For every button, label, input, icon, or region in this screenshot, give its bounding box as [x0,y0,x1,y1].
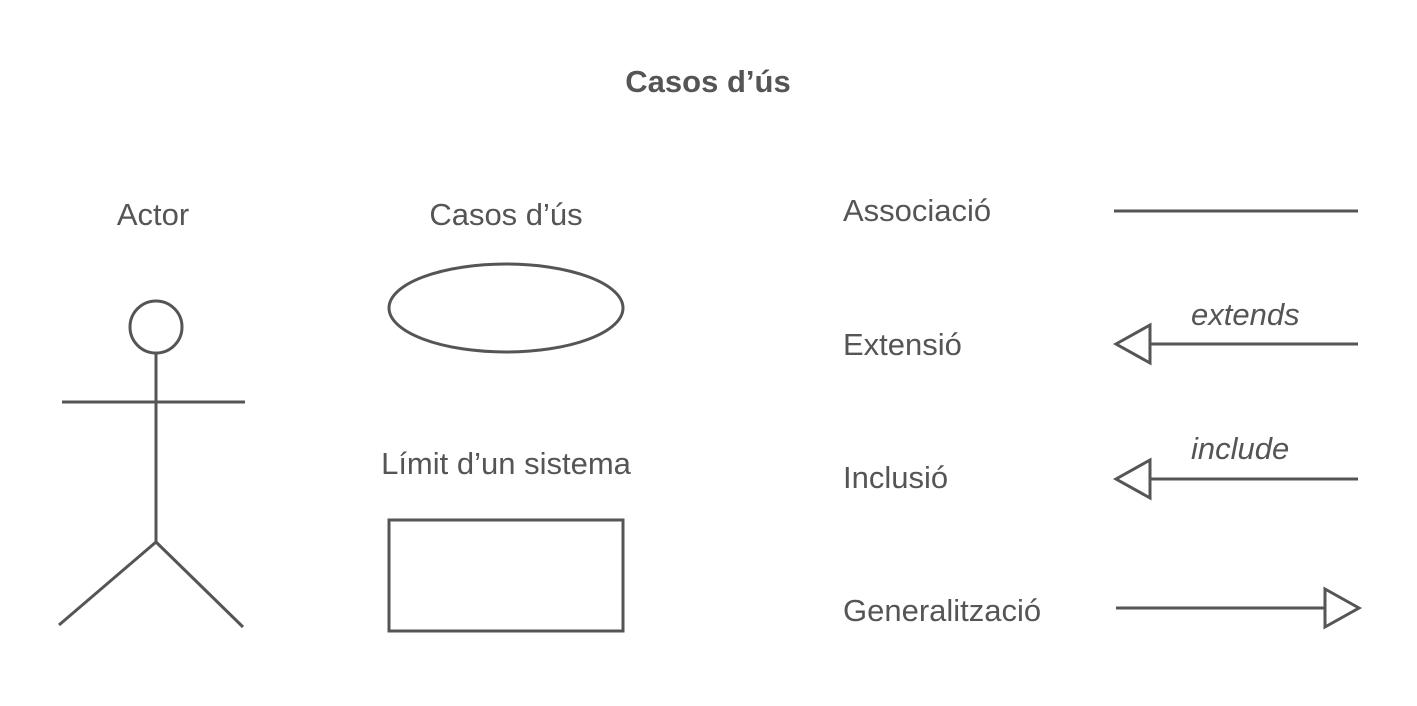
include-stereotype: include [1191,431,1290,466]
extends-stereotype: extends [1191,297,1300,332]
stick-figure-icon [59,301,245,627]
inclusion-label: Inclusió [843,460,949,495]
system-boundary-label: Límit d’un sistema [381,446,631,481]
actor-right-leg [156,542,243,627]
association-label: Associació [843,193,992,228]
rectangle-icon [389,520,623,631]
ellipse-icon [389,264,623,352]
extension-label: Extensió [843,327,962,362]
open-arrow-right-icon [1116,589,1359,627]
generalization-label: Generalització [843,593,1042,628]
use-case-label: Casos d’ús [429,197,583,232]
actor-label: Actor [116,197,190,232]
diagram-title: Casos d’ús [625,64,791,99]
actor-left-leg [59,542,156,625]
actor-head [130,301,182,353]
